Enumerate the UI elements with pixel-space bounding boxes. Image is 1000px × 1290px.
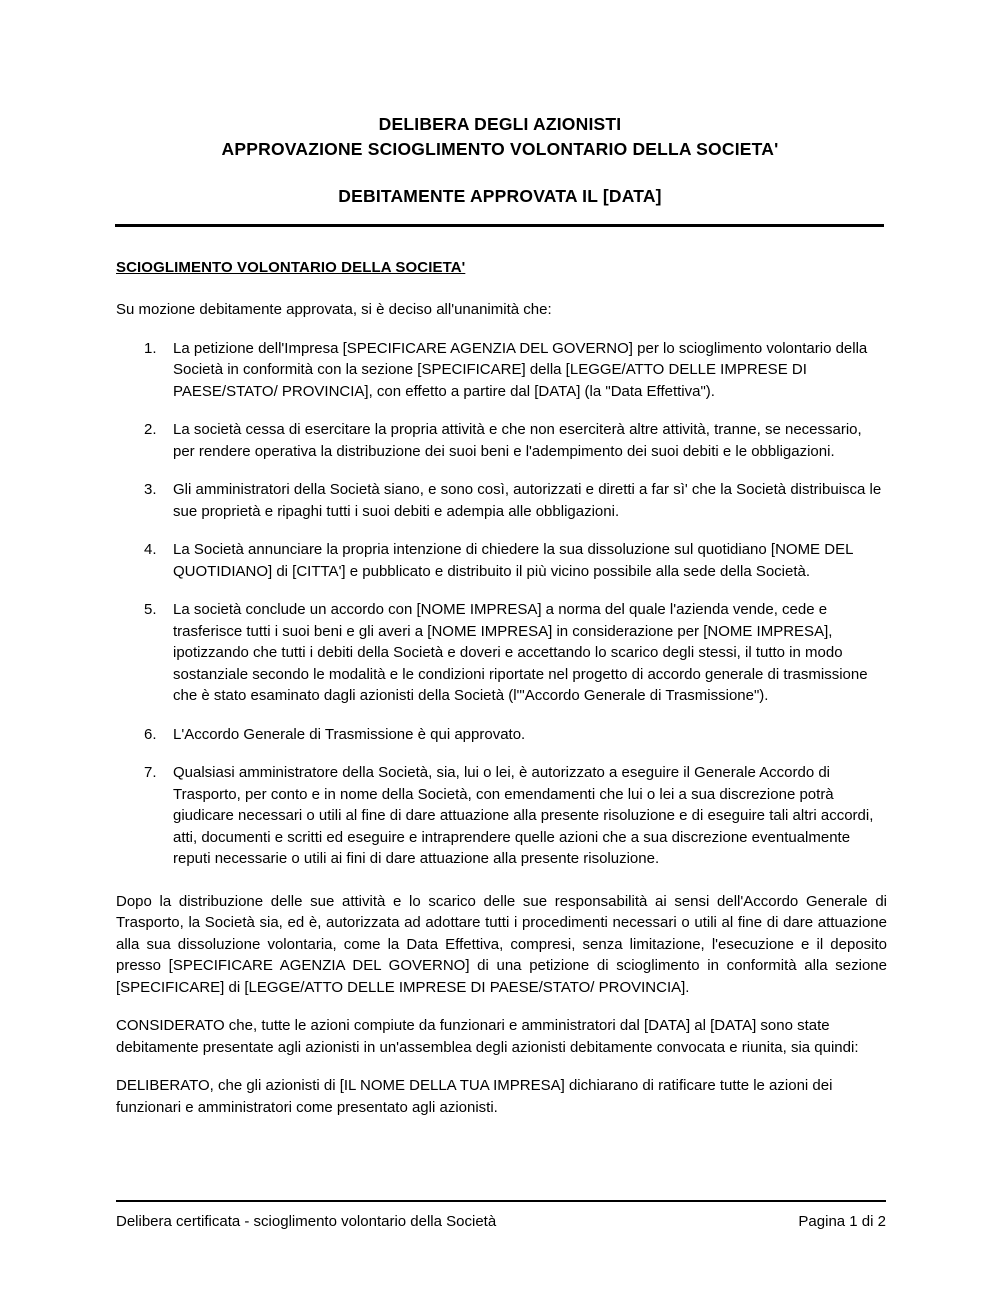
closing-paragraph-1: Dopo la distribuzione delle sue attività e lo scarico delle sue responsabilità ai sensi dell'Accordo Generale di Trasporto, la Società sia, ed è, autorizzata ad adottare tutti i procedimenti necessari o utili al fine di dare attuazione alla sua dissoluzione volontaria, come la Data Effettiva, compresi, senza limitazione, l'esecuzione e il deposito presso [SPECIFICARE AGENZIA DEL GOVERNO] di una petizione di scioglimento in conformità alla sezione [SPECIFICARE] di [LEGGE/ATTO DELLE IMPRESE DI PAESE/STATO/ PROVINCIA]. bbox=[116, 892, 887, 996]
clause-number: 4. bbox=[144, 541, 157, 558]
document-title-block bbox=[116, 112, 884, 209]
list-item bbox=[116, 338, 887, 403]
clause-text: L'Accordo Generale di Trasmissione è qui approvato. bbox=[173, 725, 526, 743]
clause-text: Gli amministratori della Società siano, e sono così, autorizzati e diretti a far sì' che la Società distribuisca le sue proprietà e ripaghi tutti i suoi debiti e adempia alle obbligazioni. bbox=[173, 481, 882, 520]
clause-text: La società conclude un accordo con [NOME IMPRESA] a norma del quale l'azienda vende, cede e trasferisce tutti i suoi beni e gli averi a [NOME IMPRESA] in considerazione per [NOME IMPRESA], ipotizzando che tutti i debiti della Società e doveri e accettando lo scarico degli stessi, il tutto in modo sostanziale secondo le modalità e le condizioni riportate nel progetto di accordo generale di trasmissione che è stato esaminato dagli azionisti della Società (l'"Accordo Generale di Trasmissione"). bbox=[173, 601, 868, 704]
closing-paragraph-3: DELIBERATO, che gli azionisti di [IL NOME DELLA TUA IMPRESA] dichiarano di ratificare tutte le azioni dei funzionari e amministratori come presentato agli azionisti. bbox=[116, 1077, 833, 1116]
header-divider bbox=[115, 224, 884, 227]
list-item bbox=[116, 599, 887, 707]
list-item bbox=[116, 762, 887, 870]
list-item bbox=[116, 724, 887, 746]
list-item bbox=[116, 539, 887, 582]
intro-paragraph: Su mozione debitamente approvata, si è deciso all'unanimità che: bbox=[116, 301, 552, 318]
page-title-line-2: APPROVAZIONE SCIOGLIMENTO VOLONTARIO DELLA SOCIETA' bbox=[221, 139, 779, 159]
clause-number: 7. bbox=[144, 764, 157, 781]
clause-list bbox=[116, 338, 887, 870]
page-footer bbox=[116, 1212, 886, 1232]
clause-text: La Società annunciare la propria intenzione di chiedere la sua dissoluzione sul quotidiano [NOME DEL QUOTIDIANO] di [CITTA'] e pubblicato e distribuito il più vicino possibile alla sede della Società. bbox=[173, 541, 853, 580]
clause-number: 2. bbox=[144, 421, 157, 438]
closing-paragraph-2: CONSIDERATO che, tutte le azioni compiute da funzionari e amministratori dal [DATA] al [DATA] sono state debitamente presentate agli azionisti in un'assemblea degli azionisti debitamente convocata e riunita, sia quindi: bbox=[116, 1017, 859, 1056]
clause-number: 5. bbox=[144, 601, 157, 618]
list-item bbox=[116, 419, 887, 462]
footer-document-name: Delibera certificata - scioglimento volontario della Società bbox=[116, 1213, 497, 1230]
title-spacer bbox=[116, 162, 884, 184]
clause-list-wrapper bbox=[116, 338, 887, 870]
document-body bbox=[116, 258, 887, 1118]
clause-number: 6. bbox=[144, 725, 157, 743]
section-heading: SCIOGLIMENTO VOLONTARIO DELLA SOCIETA' bbox=[116, 259, 466, 276]
list-item bbox=[116, 479, 887, 522]
footer-divider bbox=[116, 1200, 886, 1202]
page-title-line-1: DELIBERA DEGLI AZIONISTI bbox=[378, 114, 622, 134]
clause-text: La petizione dell'Impresa [SPECIFICARE AGENZIA DEL GOVERNO] per lo scioglimento volontario della Società in conformità con la sezione [SPECIFICARE] della [LEGGE/ATTO DELLE IMPRESE DI PAESE/STATO/ PROVINCIA], con effetto a partire dal [DATA] (la "Data Effettiva"). bbox=[173, 339, 868, 400]
clause-number: 3. bbox=[144, 481, 157, 498]
page-subtitle: DEBITAMENTE APPROVATA IL [DATA] bbox=[338, 186, 662, 206]
clause-number: 1. bbox=[144, 339, 157, 357]
footer-page-number: Pagina 1 di 2 bbox=[798, 1213, 886, 1230]
clause-text: Qualsiasi amministratore della Società, sia, lui o lei, è autorizzato a eseguire il Generale Accordo di Trasporto, per conto e in nome della Società, con emendamenti che lui o lei a sua discrezione potrà giudicare necessari o utili al fine di dare attuazione alla presente risoluzione e di eseguire tali altri accordi, atti, documenti e scritti ed eseguire e intraprendere quelle azioni che a sua discrezione eventualmente reputi necessarie o utili ai fini di dare attuazione alla presente risoluzione. bbox=[173, 764, 874, 867]
clause-text: La società cessa di esercitare la propria attività e che non eserciterà altre attività, tranne, se necessario, per rendere operativa la distribuzione dei suoi beni e l'adempimento dei suoi debiti e le obbligazioni. bbox=[173, 421, 862, 460]
